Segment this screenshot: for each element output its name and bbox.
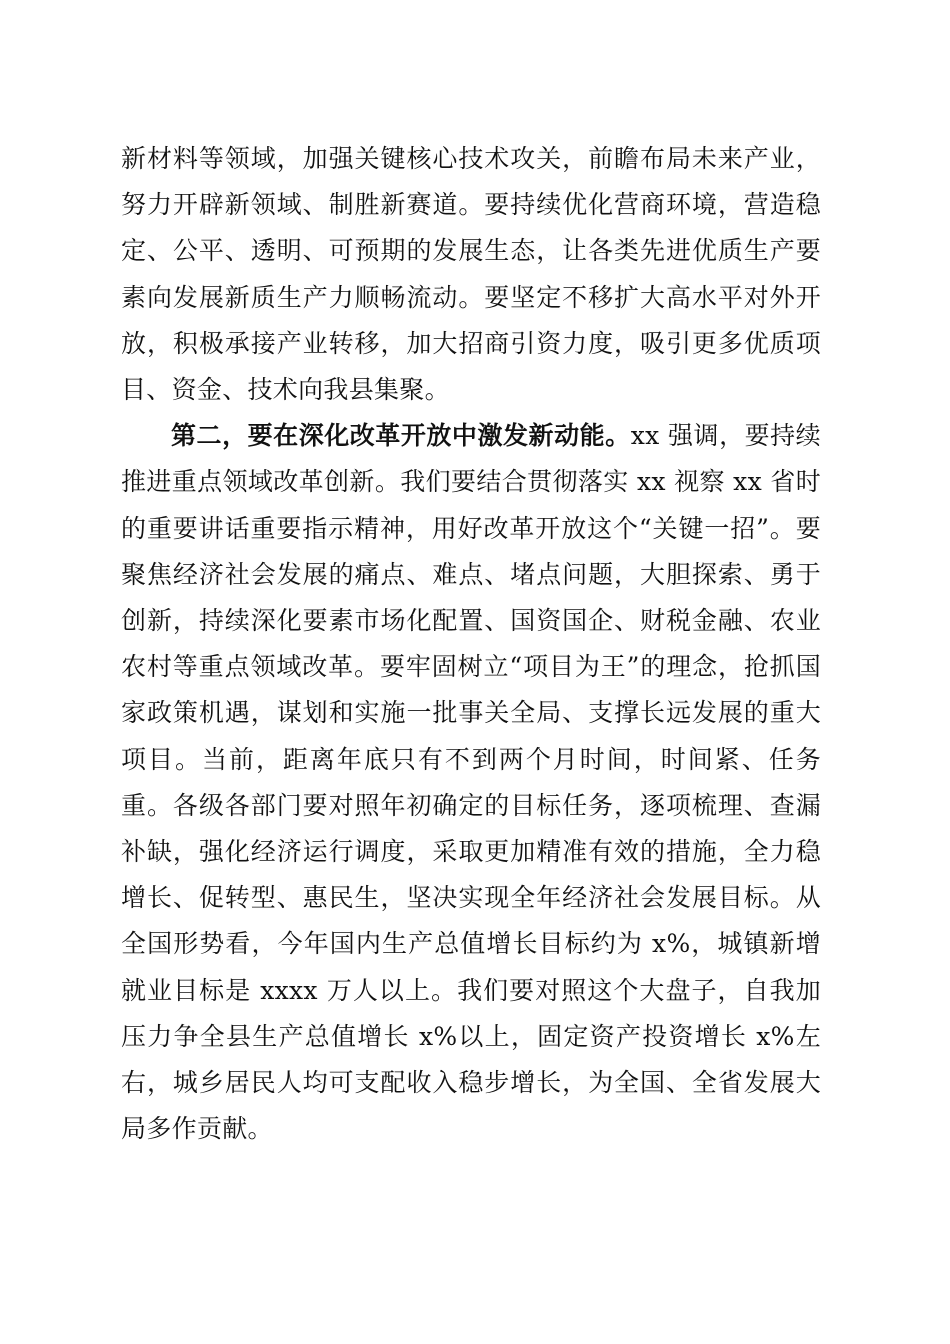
- paragraph-2: [121, 413, 821, 1152]
- document-body: [121, 136, 821, 1152]
- paragraph-1: 新材料等领域，加强关键核心技术攻关，前瞻布局未来产业，努力开辟新领域、制胜新赛道。要持续优化营商环境，营造稳定、公平、透明、可预期的发展生态，让各类先进优质生产要素向发展新质生产力顺畅流动。要坚定不移扩大高水平对外开放，积极承接产业转移，加大招商引资力度，吸引更多优质项目、资金、技术向我县集聚。: [121, 144, 821, 405]
- section-heading: 第二，要在深化改革开放中激发新动能。: [171, 421, 631, 451]
- paragraph-2-text: xx 强调，要持续推进重点领域改革创新。我们要结合贯彻落实 xx 视察 xx 省时的重要讲话重要指示精神，用好改革开放这个“关键一招”。要聚焦经济社会发展的痛点、难点、堵点问题，大胆探索、勇于创新，持续深化要素市场化配置、国资国企、财税金融、农业农村等重点领域改革。要牢固树立“项目为王”的理念，抢抓国家政策机遇，谋划和实施一批事关全局、支撑长远发展的重大项目。当前，距离年底只有不到两个月时间，时间紧、任务重。各级各部门要对照年初确定的目标任务，逐项梳理、查漏补缺，强化经济运行调度，采取更加精准有效的措施，全力稳增长、促转型、惠民生，坚决实现全年经济社会发展目标。从全国形势看，今年国内生产总值增长目标约为 x%，城镇新增就业目标是 xxxx 万人以上。我们要对照这个大盘子，自我加压力争全县生产总值增长 x%以上，固定资产投资增长 x%左右，城乡居民人均可支配收入稳步增长，为全国、全省发展大局多作贡献。: [121, 421, 821, 1144]
